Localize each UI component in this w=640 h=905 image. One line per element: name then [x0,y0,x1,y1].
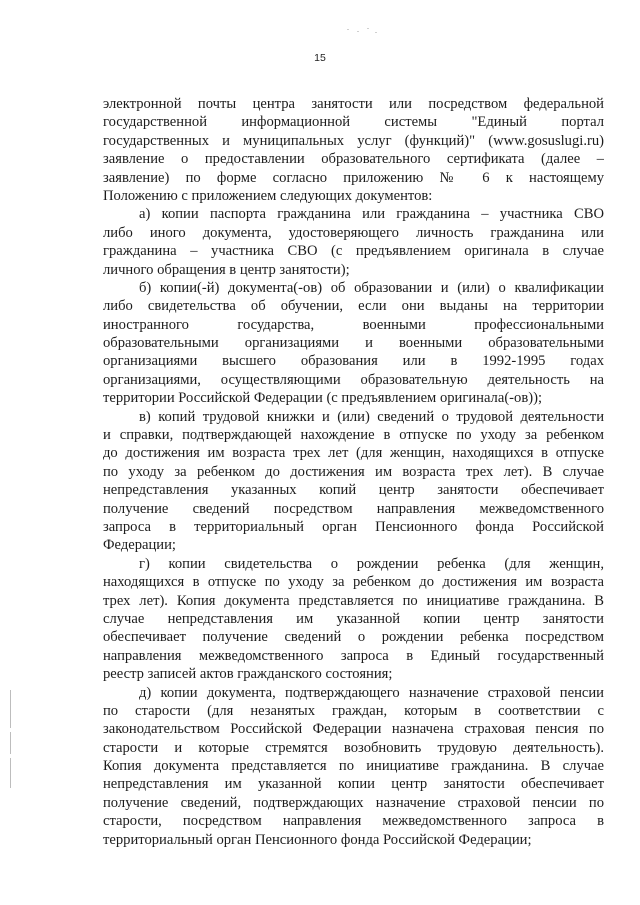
text-line: территории Российской Федерации (с предъявлением оригинала(-ов)); [103,390,543,407]
text-line: по старости (для незанятых граждан, которым в соответствии с [103,702,604,719]
margin-scan-marks [10,690,13,800]
text-line: организациями высшего образования или в 1992-1995 годах [103,353,604,370]
text-line: а) копии паспорта гражданина или гражданина – участника СВО [139,206,604,223]
text-line: и справки, подтверждающей нахождение в отпуске по уходу за ребенком [103,427,604,444]
text-line: б) копии(-й) документа(-ов) об образовании и (или) о квалификации [139,279,604,296]
text-line: территориальный орган Пенсионного фонда Российской Федерации; [103,831,532,848]
text-line: гражданина – участника СВО (с предъявлением оригинала в случае [103,243,604,260]
text-line: до достижения им возраста трех лет (для женщин, находящихся в отпуске [103,445,604,462]
text-line: д) копии документа, подтверждающего назначение страховой пенсии [139,684,604,701]
text-line: организациями, осуществляющими образовательную деятельность на [103,371,604,388]
text-line: законодательством Российской Федерации назначена страховая пенсия по [103,721,604,738]
text-line: г) копии свидетельства о рождении ребенка (для женщин, [139,555,604,572]
text-line: образовательными организациями и военными образовательными [103,335,604,352]
text-line: заявление о предоставлении образовательного сертификата (далее – [103,151,604,168]
text-line: по уходу за ребенком до достижения им возраста трех лет). В случае [103,463,604,480]
text-line: Федерации; [103,537,176,554]
document-body-text [103,95,604,849]
page-number: 15 [314,52,326,64]
text-line: электронной почты центра занятости или посредством федеральной [103,96,604,112]
text-line: непредставления указанных копий центр занятости обеспечивает [103,482,604,499]
text-line: Положению с приложением следующих документов: [103,187,433,204]
text-line: личного обращения в центр занятости); [103,261,350,278]
text-line: либо иного документа, удостоверяющего личность гражданина или [103,224,604,241]
text-line: государственной информационной системы "Единый портал [103,114,604,131]
text-line: запроса в территориальный орган Пенсионного фонда Российской [103,518,604,535]
text-line: иностранного государства, военными профессиональными [103,316,604,333]
text-line: направления межведомственного запроса в Единый государственный [103,647,604,664]
text-line: в) копий трудовой книжки и (или) сведений о трудовой деятельности [139,408,604,425]
text-line: заявление) по форме согласно приложению № 6 к настоящему [103,169,604,186]
text-line: обеспечивает получение сведений о рождении ребенка посредством [103,629,604,646]
text-line: получение сведений, подтверждающих назначение страховой пенсии по [103,794,604,811]
text-line: либо свидетельства об обучении, если они выданы на территории [103,298,604,315]
text-line: Копия документа представляется по инициативе гражданина. В случае [103,758,604,775]
text-line: реестр записей актов гражданского состояния; [103,666,393,683]
text-line: государственных и муниципальных услуг (функций)" (www.gosuslugi.ru) [103,132,604,149]
text-line: находящихся в отпуске по уходу за ребенком до достижения им возраста [103,574,604,591]
text-line: трех лет). Копия документа представляется по инициативе гражданина. В [103,592,604,609]
text-line: случае непредставления им указанной копии центр занятости [103,610,604,627]
text-line: получение сведений посредством направления межведомственного [103,500,604,517]
scan-specks [345,28,385,34]
text-line: непредставления им указанной копии центр занятости обеспечивает [103,776,604,793]
text-line: старости и которые стремятся возобновить трудовую деятельность). [103,739,604,756]
text-line: старости, посредством направления межведомственного запроса в [103,813,604,830]
